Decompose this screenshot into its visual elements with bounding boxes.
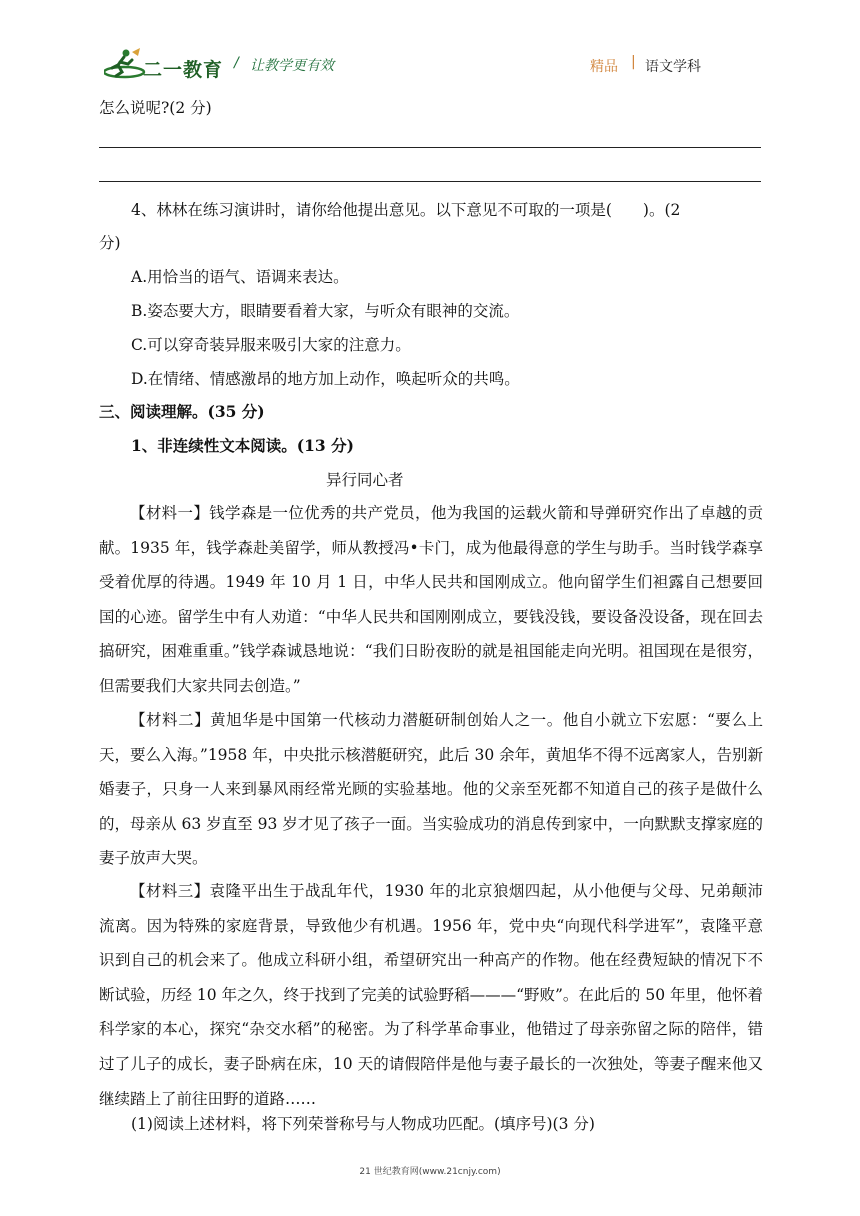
material-3-text: 【材料三】袁隆平出生于战乱年代，1930 年的北京狼烟四起，从小他便与父母、兄弟颠沛流离。因为特殊的家庭背景，导致他少有机遇。1956 年，党中央“向现代科学进军”，袁隆平意识到自己的机会来了。他成立科研小组，希望研究出一种高产的作物。他在经费短缺的情况下不断试验，历经 10 年之久，终于找到了完美的试验野稻———“野败”。在此后的 50 年里，他怀着科学家的本心，探究“杂交水稻”的秘密。为了科学革命事业，他错过了母亲弥留之际的陪伴，错过了儿子的成长，妻子卧病在床，10 天的请假陪伴是他与妻子最长的一次独处，等妻子醒来他又继续踏上了前往田野的道路…… — [99, 882, 764, 1108]
material-2 — [99, 703, 763, 876]
q4-stem-line2: 分) — [99, 234, 121, 252]
page-footer: 21 世纪教育网(www.21cnjy.com) — [359, 1167, 501, 1177]
q4-option-a: A.用恰当的语气、语调来表达。 — [131, 268, 349, 286]
material-3 — [99, 874, 763, 1116]
material-2-text: 【材料二】黄旭华是中国第一代核动力潜艇研制创始人之一。他自小就立下宏愿：“要么上天，要么入海。”1958 年，中央批示核潜艇研究，此后 30 余年，黄旭华不得不远离家人，告别新婚妻子，只身一人来到暴风雨经常光顾的实验基地。他的父亲至死都不知道自己的孩子是做什么的，母亲从 63 岁直至 93 岁才见了孩子一面。当实验成功的消息传到家中，一向默默支撑家庭的妻子放声大哭。 — [99, 711, 763, 868]
header-subject: 语文学科 — [645, 59, 701, 75]
question-1: (1)阅读上述材料，将下列荣誉称号与人物成功匹配。(填序号)(3 分) — [131, 1115, 595, 1133]
previous-question-tail: 怎么说呢?(2 分) — [99, 99, 212, 117]
header-slogan: 让教学更有效 — [250, 58, 334, 74]
q4-stem-line1: 4、林林在练习演讲时，请你给他提出意见。以下意见不可取的一项是( )。(2 — [131, 201, 681, 219]
section3-subheading: 1、非连续性文本阅读。(13 分) — [131, 436, 354, 455]
material-1 — [99, 496, 763, 704]
q4-option-c: C.可以穿奇装异服来吸引大家的注意力。 — [131, 336, 411, 354]
header-separator: | — [631, 54, 636, 70]
logo-text: 二一教育 — [143, 59, 224, 81]
page-header — [0, 0, 860, 92]
header-brand: 精品 — [590, 59, 618, 75]
q4-option-d: D.在情绪、情感激昂的地方加上动作，唤起听众的共鸣。 — [131, 370, 520, 388]
material-1-text: 【材料一】钱学森是一位优秀的共产党员，他为我国的运载火箭和导弹研究作出了卓越的贡献。1935 年，钱学森赴美留学，师从教授冯•卡门，成为他最得意的学生与助手。当时钱学森享受着优厚的待遇。1949 年 10 月 1 日，中华人民共和国刚成立。他向留学生们袒露自己想要回国的心迹。留学生中有人劝道：“中华人民共和国刚刚成立，要钱没钱，要设备没设备，现在回去搞研究，困难重重。”钱学森诚恳地说：“我们日盼夜盼的就是祖国能走向光明。祖国现在是很穷，但需要我们大家共同去创造。” — [99, 504, 763, 695]
answer-line-2 — [99, 181, 761, 182]
q4-option-b: B.姿态要大方，眼睛要看着大家，与听众有眼神的交流。 — [131, 302, 520, 320]
answer-line-1 — [99, 147, 761, 148]
section3-heading: 三、阅读理解。(35 分) — [99, 402, 265, 421]
header-slash: / — [234, 55, 239, 71]
article-title: 异行同心者 — [326, 471, 404, 489]
